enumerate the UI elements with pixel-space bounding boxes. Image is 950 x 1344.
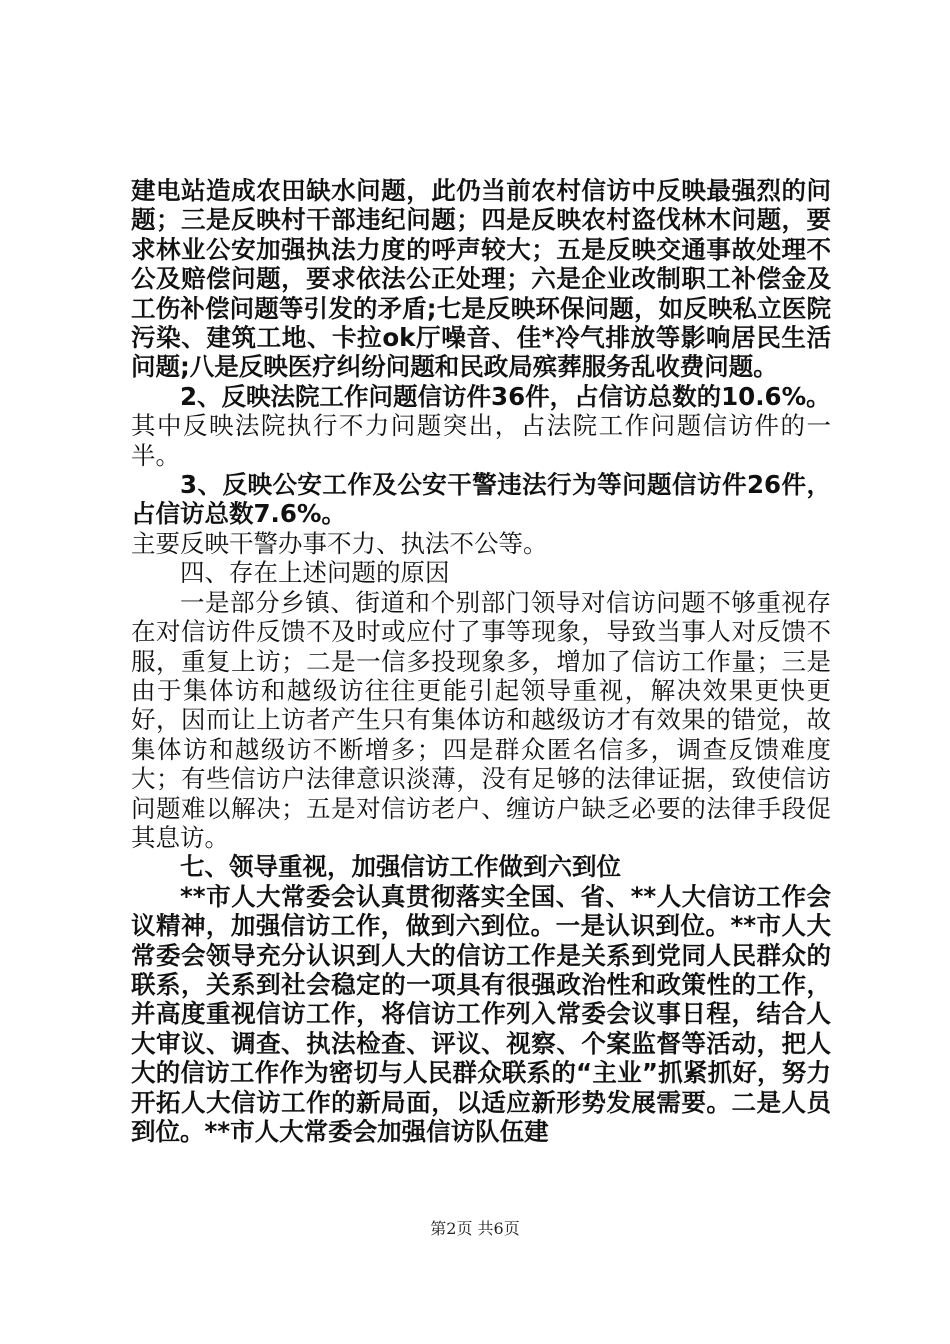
paragraph-continued-problems: 建电站造成农田缺水问题，此仍当前农村信访中反映最强烈的问题；三是反映村干部违纪问题；四是反映农村盗伐林木问题，要求林业公安加强执法力度的呼声较大；五是反映交通事故处理不公及赔偿问题，要求依法公正处理；六是企业改制职工补偿金及工伤补偿问题等引发的矛盾;七是反映环保问题，如反映私立医院污染、建筑工地、卡拉ok厅噪音、佳*冷气排放等影响居民生活问题;八是反映医疗纠纷问题和民政局殡葬服务乱收费问题。 (131, 176, 831, 382)
paragraph-police-stats: 3、反映公安工作及公安干警违法行为等问题信访件26件，占信访总数7.6%。 (131, 470, 831, 529)
paragraph-causes: 一是部分乡镇、街道和个别部门领导对信访问题不够重视存在对信访件反馈不及时或应付了事等现象，导致当事人对反馈不服，重复上访；二是一信多投现象多，增加了信访工作量；三是由于集体访和越级访往往更能引起领导重视，解决效果更快更好，因而让上访者产生只有集体访和越级访才有效果的错觉，故集体访和越级访不断增多；四是群众匿名信多，调查反馈难度大；有些信访户法律意识淡薄，没有足够的法律证据，致使信访问题难以解决；五是对信访老户、缠访户缺乏必要的法律手段促其息访。 (131, 587, 831, 852)
page-number-footer: 第2页 共6页 (430, 1219, 520, 1238)
paragraph-court-detail: 其中反映法院执行不力问题突出，占法院工作问题信访件的一半。 (131, 411, 831, 470)
document-body (131, 176, 831, 1146)
section-heading-leadership: 七、领导重视，加强信访工作做到六到位 (180, 852, 621, 882)
paragraph-leadership: **市人大常委会认真贯彻落实全国、省、**人大信访工作会议精神，加强信访工作，做到六到位。一是认识到位。**市人大常委会领导充分认识到人大的信访工作是关系到党同人民群众的联系，关系到社会稳定的一项具有很强政治性和政策性的工作，并高度重视信访工作，将信访工作列入常委会议事日程，结合人大审议、调查、执法检查、评议、视察、个案监督等活动，把人大的信访工作作为密切与人民群众联系的“主业”抓紧抓好，努力开拓人大信访工作的新局面，以适应新形势发展需要。二是人员到位。**市人大常委会加强信访队伍建 (131, 881, 831, 1146)
paragraph-police-detail: 主要反映干警办事不力、执法不公等。 (131, 528, 548, 558)
section-heading-causes: 四、存在上述问题的原因 (180, 558, 450, 588)
paragraph-court-stats: 2、反映法院工作问题信访件36件，占信访总数的10.6%。 (180, 381, 831, 411)
